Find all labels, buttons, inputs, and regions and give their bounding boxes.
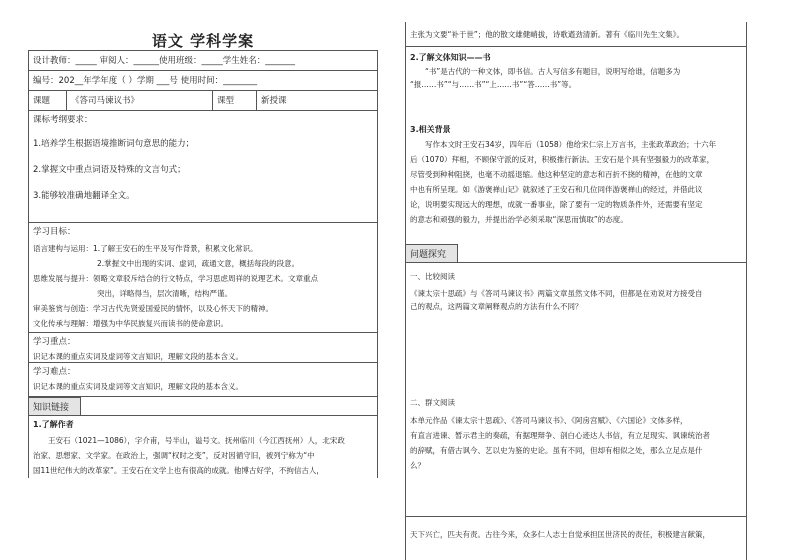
difficulties-title: 学习难点： bbox=[33, 367, 76, 377]
explore-bar: 问题探究 bbox=[406, 244, 458, 262]
author-line: 国11世纪伟大的改革家”。王安石在文学上也有很高的成就。他博古好学，不拘信古人， bbox=[33, 466, 324, 475]
q1-line: 己的观点，这两篇文章阐释观点的方法有什么不同？ bbox=[410, 302, 583, 311]
q2-title: 二、群文阅读 bbox=[410, 398, 455, 407]
type-label: 课型 bbox=[213, 91, 257, 110]
background-line: 尽管受到种种阻挠，也毫不动摇退缩。他这种坚定的意志和百折不挠的精神，在他的文章 bbox=[410, 170, 703, 179]
topic-value: 《答司马谏议书》 bbox=[67, 91, 213, 110]
requirement-item: 3.能够较准确地翻译全文。 bbox=[33, 191, 135, 201]
author-line: 治家、思想家、文学家。在政治上，强调“权时之变”，反对因循守旧，被列宁称为“中 bbox=[33, 451, 315, 460]
knowledge-bar: 知识链接 bbox=[29, 397, 81, 415]
requirement-item: 1.培养学生根据语境推断词句意思的能力； bbox=[33, 139, 195, 149]
header-row-designer: 设计教师：_____ 审阅人：______使用班级：_____学生姓名：_______ bbox=[29, 51, 377, 71]
page-title: 语文 学科学案 bbox=[151, 32, 255, 50]
goal-line: 语言建构与运用：1.了解王安石的生平及写作背景，积累文化常识。 bbox=[33, 244, 258, 253]
q2-line: 的辞赋，有借古讽今、艺以史为鉴的史论。虽有不同，但却有相似之处，那么立足点是什 bbox=[410, 446, 703, 455]
background-line: 写作本文时王安石34岁，四年后（1058）他给宋仁宗上万言书，主张政革政治；十六年 bbox=[425, 140, 717, 149]
knowledge-section bbox=[29, 397, 377, 478]
q2-line: 有直言进谏、暂示君主的奏疏，有据理辩争、剖白心迹达人书信，有立足现实、讽谏统治者 bbox=[410, 431, 710, 440]
author-continuation: 主张为文要“补于世”；他的散文雄健峭拔，诗歌遒劲清新。著有《临川先生文集》。 bbox=[410, 30, 685, 39]
difficulties-body: 识记本课的重点实词及虚词等文言知识，理解文段的基本含义。 bbox=[33, 382, 243, 391]
goals-section bbox=[29, 223, 377, 333]
goal-line: 审美鉴赏与创造：学习古代先贤爱国爱民的情怀，以及心怀天下的精神。 bbox=[33, 304, 273, 313]
header-row-topic bbox=[29, 91, 377, 111]
key-points-section bbox=[29, 333, 377, 363]
requirement-item: 2.掌握文中重点词语及特殊的文言句式； bbox=[33, 165, 186, 175]
key-points-title: 学习重点： bbox=[33, 337, 76, 347]
requirements-section bbox=[29, 111, 377, 223]
type-value: 新授课 bbox=[261, 96, 287, 106]
author-line: 王安石（1021—1086），字介甫，号半山，谥号文。抚州临川（今江西抚州）人，北宋政 bbox=[48, 436, 345, 445]
goal-line: 文化传承与理解：增强为中华民族复兴而读书的使命意识。 bbox=[33, 319, 228, 328]
q2-line: 本单元作品《谏太宗十思疏》、《答司马谏议书》、《阿房宫赋》、《六国论》文体多样， bbox=[410, 416, 688, 425]
difficulties-section bbox=[29, 363, 377, 397]
goal-line: 思维发展与提升：领略文章驳斥结合的行文特点，学习思虑周祥的说理艺术。文章重点 bbox=[33, 274, 318, 283]
genre-subtitle: 2.了解文体知识——书 bbox=[410, 53, 491, 62]
background-line: 中也有所呈现。如《游褒禅山记》就叙述了王安石和几位同伴游褒禅山的经过，并借此议 bbox=[410, 185, 703, 194]
goals-title: 学习目标： bbox=[33, 227, 76, 237]
author-subtitle: 1.了解作者 bbox=[33, 420, 74, 429]
closing-line: 天下兴亡，匹夫有责。古往今来，众多仁人志士自觉承担匡世济民的责任，积极建言献策， bbox=[410, 530, 710, 539]
q1-title: 一、比较阅读 bbox=[410, 272, 455, 281]
background-line: 的意志和顽强的毅力，并提出治学必须采取“深思而慎取”的态度。 bbox=[410, 215, 628, 224]
genre-line: “书”是古代的一种文体，即书信。古人写信多有题目，说明写给谁，信题多为 bbox=[425, 67, 681, 76]
goal-line: 2.掌握文中出现的实词、虚词，疏通文意，概括每段的段意。 bbox=[97, 259, 300, 268]
q1-line: 《谏太宗十思疏》与《答司马谏议书》两篇文章虽然文体不同，但都是在劝说对方接受自 bbox=[410, 289, 703, 298]
genre-line: “报……书”“与……书”“上……书”“答……书”等。 bbox=[410, 80, 577, 89]
topic-label: 课题 bbox=[29, 91, 67, 110]
header-row-number: 编号：202__年学年度（ ）学期 ___号 使用时间：________ bbox=[29, 71, 377, 91]
background-line: 论，说明要实现远大的理想，成就一番事业，除了要有一定的物质条件外，还需要有坚定 bbox=[410, 200, 703, 209]
q2-line: 么？ bbox=[410, 461, 425, 470]
lesson-plan-table bbox=[28, 50, 378, 478]
key-points-body: 识记本课的重点实词及虚词等文言知识，理解文段的基本含义。 bbox=[33, 352, 243, 361]
right-column bbox=[405, 22, 747, 560]
requirements-title: 课标考纲要求： bbox=[33, 115, 93, 125]
background-line: 后（1070）拜相，不顾保守派的反对，积极推行新法。王安石是个具有坚强毅力的改革家， bbox=[410, 155, 715, 164]
background-subtitle: 3.相关背景 bbox=[410, 125, 451, 134]
goal-line: 突出，详略得当，层次清晰，结构严谨。 bbox=[97, 289, 232, 298]
